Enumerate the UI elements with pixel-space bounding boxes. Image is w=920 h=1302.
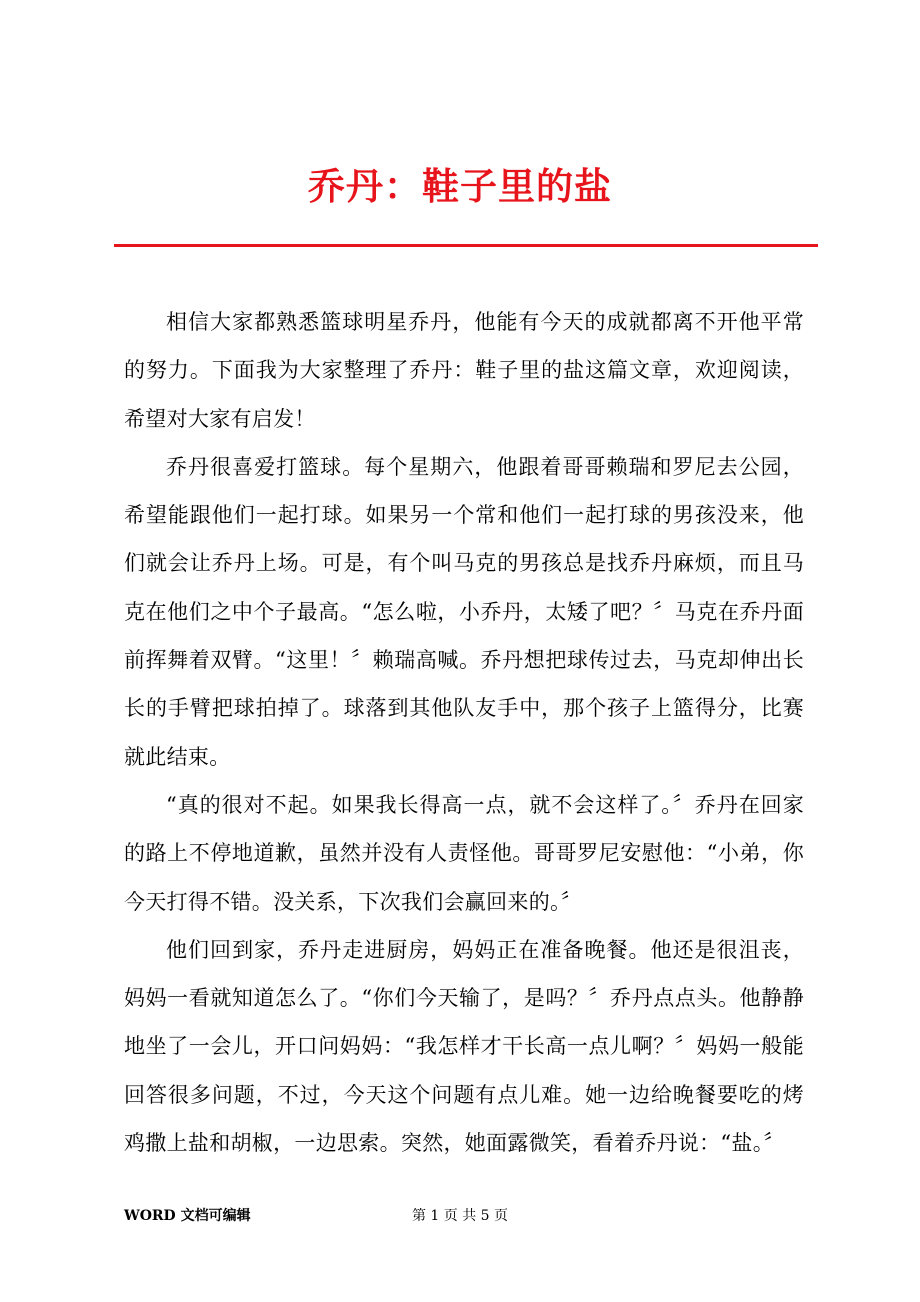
title-underline-divider	[114, 244, 818, 247]
paragraph-4: 他们回到家，乔丹走进厨房，妈妈正在准备晚餐。他还是很沮丧，妈妈一看就知道怎么了。“你们今天输了，是吗？〞乔丹点点头。他静静地坐了一会儿，开口问妈妈：“我怎样才干长高一点儿啊？〞妈妈一般能回答很多问题，不过，今天这个问题有点儿难。她一边给晚餐要吃的烤鸡撒上盐和胡椒，一边思索。突然，她面露微笑，看着乔丹说：“盐。〞	[124, 937, 804, 1156]
footer-page-indicator: 第 1 页 共 5 页	[411, 1208, 509, 1224]
paragraph-3: “真的很对不起。如果我长得高一点，就不会这样了。〞乔丹在回家的路上不停地道歉，虽然并没有人责怪他。哥哥罗尼安慰他：“小弟，你今天打得不错。没关系，下次我们会赢回来的。〞	[124, 792, 804, 914]
footer-editable-label: WORD 文档可编辑	[124, 1208, 251, 1224]
document-body	[124, 298, 804, 1167]
document-title: 乔丹：鞋子里的盐	[308, 164, 612, 208]
paragraph-1: 相信大家都熟悉篮球明星乔丹，他能有今天的成就都离不开他平常的努力。下面我为大家整理了乔丹：鞋子里的盐这篇文章，欢迎阅读，希望对大家有启发！	[124, 310, 804, 431]
paragraph-2: 乔丹很喜爱打篮球。每个星期六，他跟着哥哥赖瑞和罗尼去公园，希望能跟他们一起打球。如果另一个常和他们一起打球的男孩没来，他们就会让乔丹上场。可是，有个叫马克的男孩总是找乔丹麻烦，而且马克在他们之中个子最高。“怎么啦，小乔丹，太矮了吧？〞马克在乔丹面前挥舞着双臂。“这里！〞赖瑞高喊。乔丹想把球传过去，马克却伸出长长的手臂把球拍掉了。球落到其他队友手中，那个孩子上篮得分，比赛就此结束。	[124, 454, 804, 769]
